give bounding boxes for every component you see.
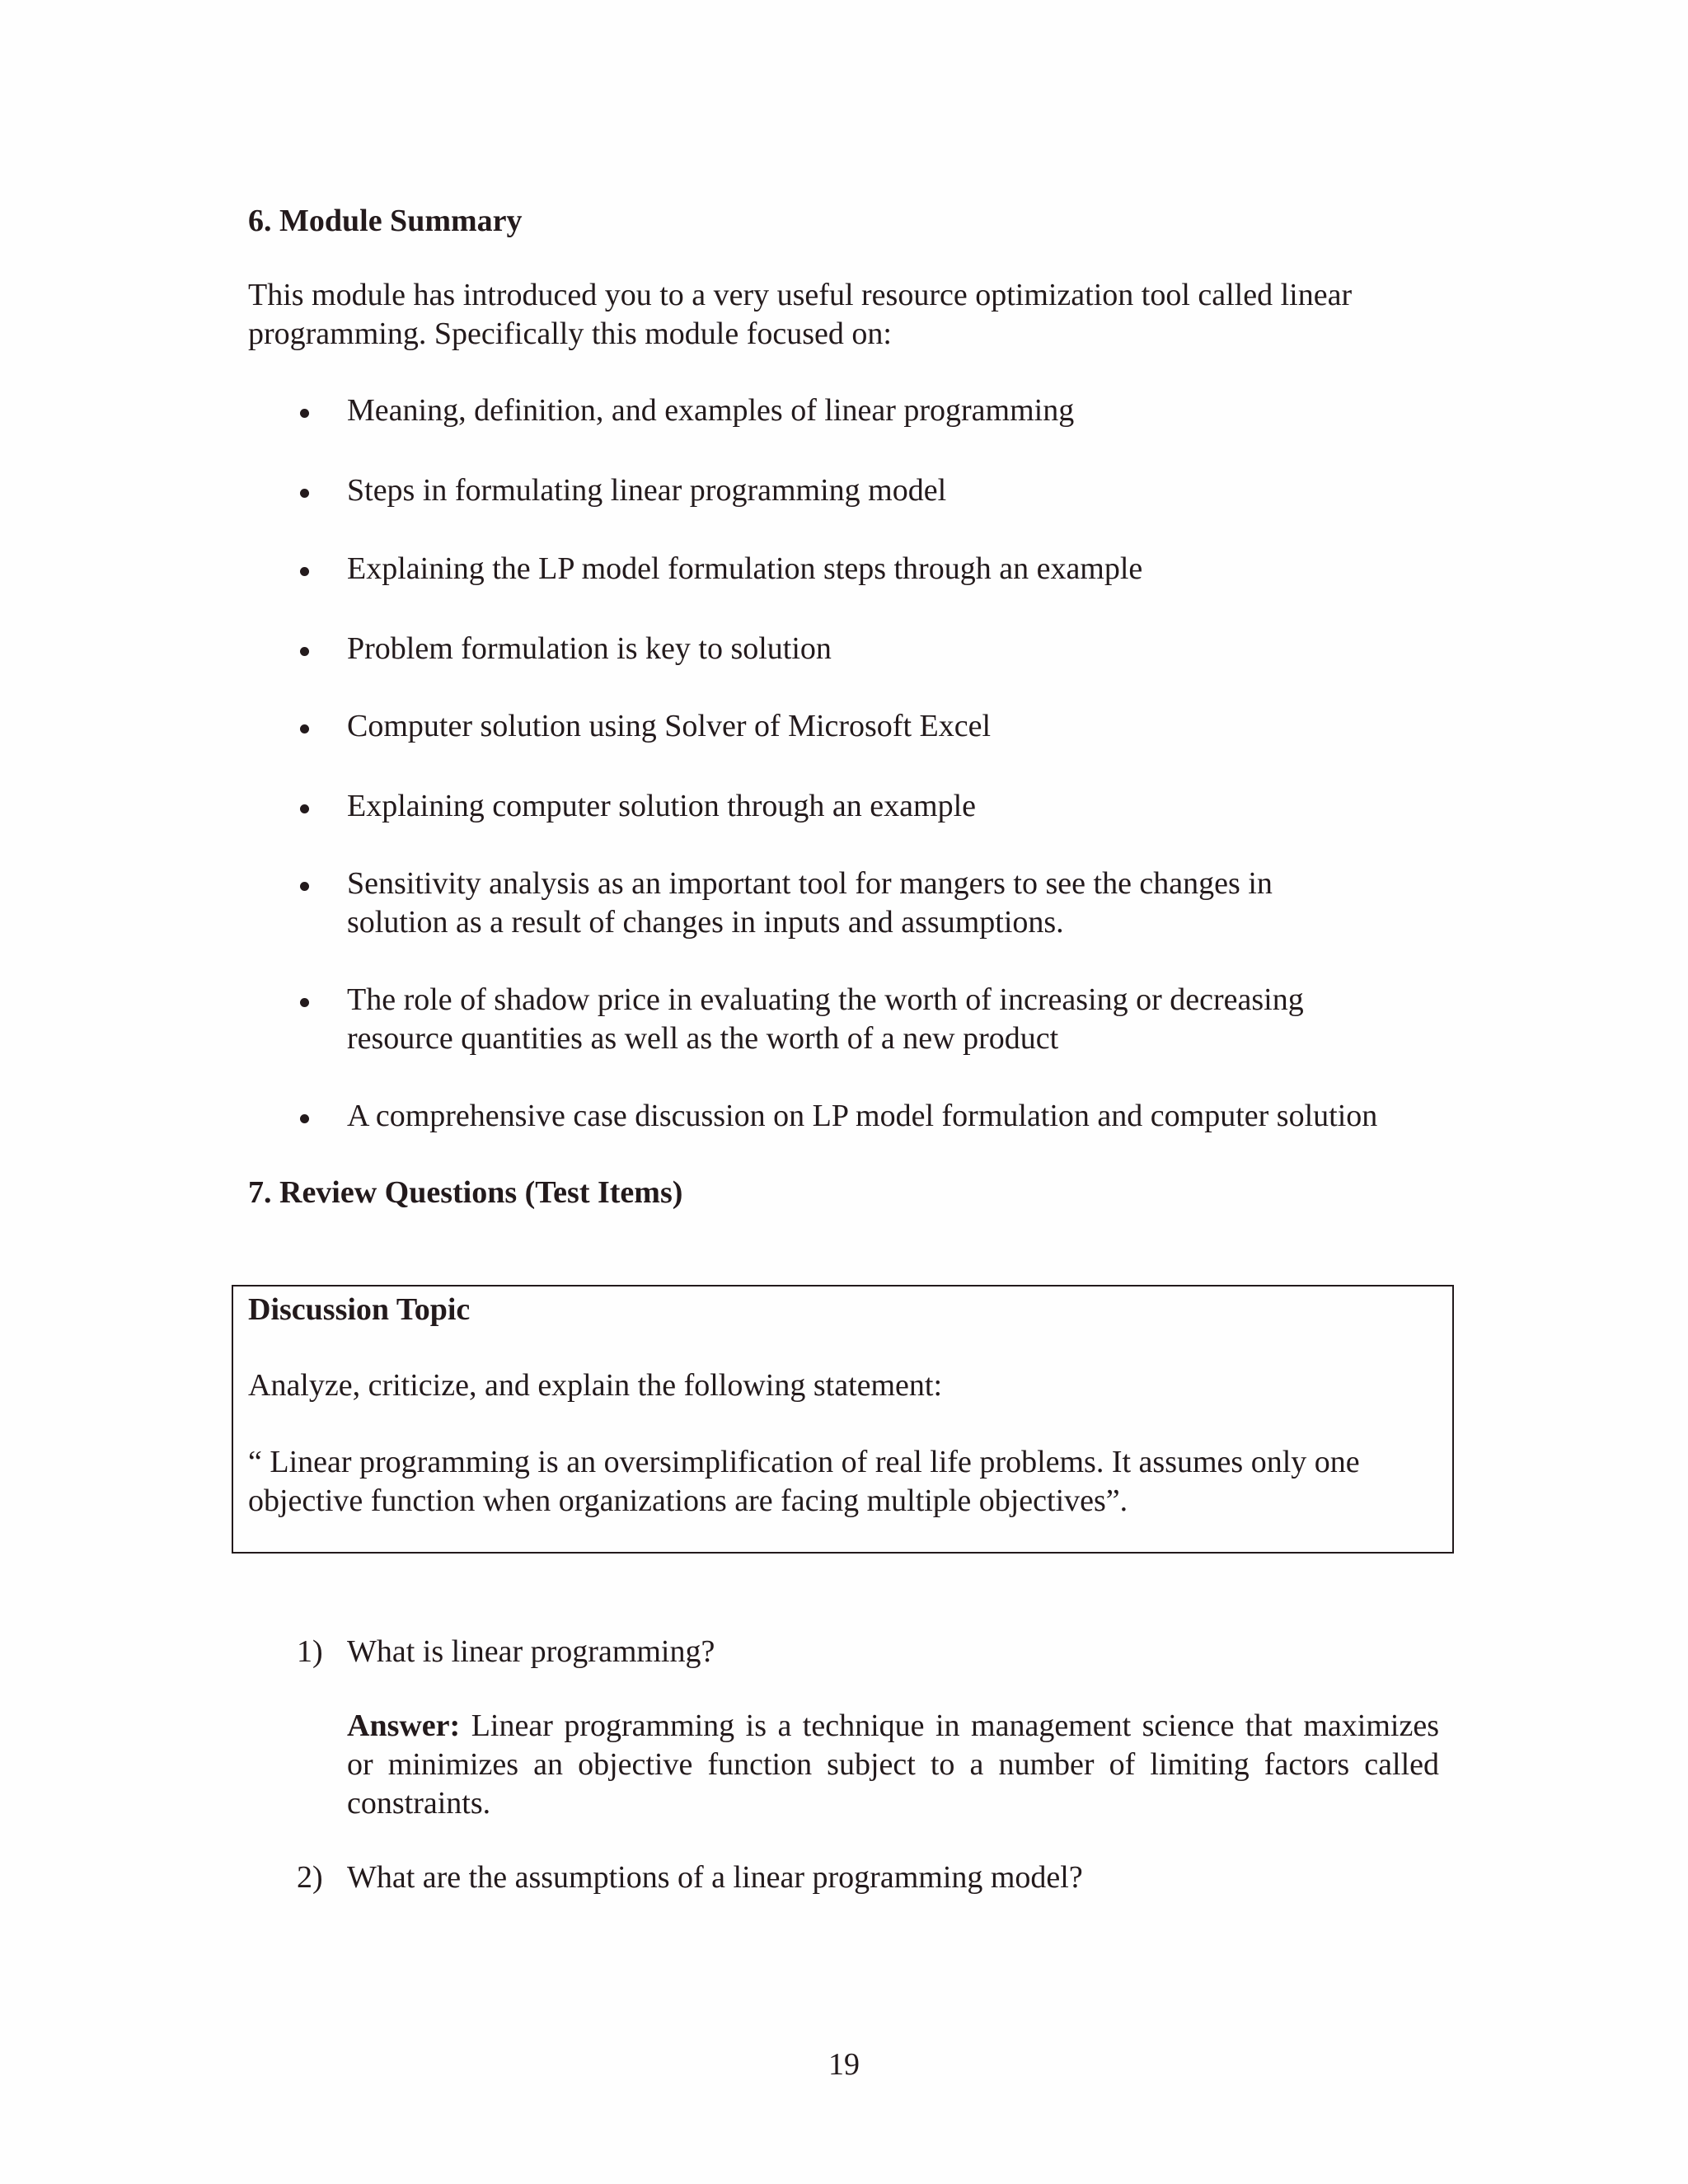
section-heading-module-summary: 6. Module Summary (248, 204, 523, 238)
bullet-icon (300, 1114, 309, 1123)
answer-label: Answer: (347, 1708, 461, 1743)
bullet-text: A comprehensive case discussion on LP model formulation and computer solution (347, 1099, 1378, 1133)
discussion-instruction: Analyze, criticize, and explain the following statement: (248, 1368, 943, 1403)
bullet-icon (300, 724, 309, 733)
bullet-text: Sensitivity analysis as an important tool for mangers to see the changes in solution as a result of changes in inputs and assumptions. (347, 866, 1273, 940)
bullet-icon (300, 409, 309, 418)
answer-text: Linear programming is a technique in management science that maximizes or minimizes an objective function subject to a number of limiting factors called constraints. (347, 1708, 1439, 1821)
page-number: 19 (828, 2047, 860, 2082)
bullet-icon (300, 647, 309, 656)
section-heading-review-questions: 7. Review Questions (Test Items) (248, 1175, 683, 1210)
question-number: 1) (297, 1634, 323, 1669)
discussion-topic-box (232, 1285, 1454, 1554)
bullet-text: Steps in formulating linear programming model (347, 473, 947, 508)
answer-paragraph (347, 1707, 1439, 1823)
question-number: 2) (297, 1860, 323, 1895)
discussion-topic-title: Discussion Topic (248, 1292, 471, 1327)
discussion-quote: “ Linear programming is an oversimplification of real life problems. It assumes only one objective function when organizations are facing multiple objectives”. (248, 1445, 1360, 1518)
module-summary-intro: This module has introduced you to a very useful resource optimization tool called linear programming. Specifically this module focused on: (248, 278, 1353, 351)
bullet-text: Explaining computer solution through an example (347, 789, 977, 823)
bullet-text: Computer solution using Solver of Microsoft Excel (347, 709, 992, 743)
question-text: What are the assumptions of a linear programming model? (347, 1860, 1083, 1895)
bullet-text: Problem formulation is key to solution (347, 631, 832, 666)
bullet-text: Explaining the LP model formulation steps through an example (347, 551, 1143, 586)
bullet-icon (300, 804, 309, 813)
bullet-text: Meaning, definition, and examples of linear programming (347, 393, 1075, 428)
bullet-icon (300, 998, 309, 1007)
question-text: What is linear programming? (347, 1634, 715, 1669)
bullet-text: The role of shadow price in evaluating the worth of increasing or decreasing resource quantities as well as the worth of a new product (347, 982, 1304, 1056)
bullet-icon (300, 489, 309, 498)
bullet-icon (300, 882, 309, 891)
bullet-icon (300, 567, 309, 576)
